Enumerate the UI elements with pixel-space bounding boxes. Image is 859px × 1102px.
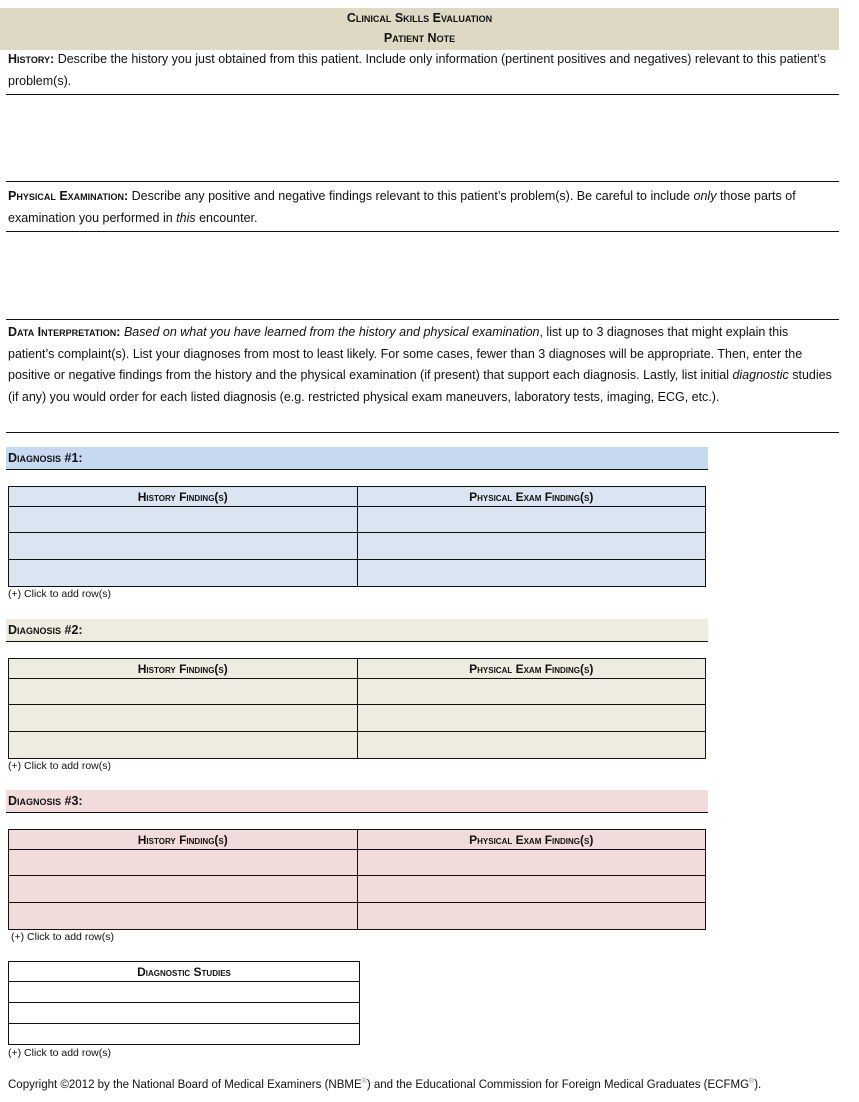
physical-exam-finding-cell[interactable]: [357, 533, 706, 560]
divider: [6, 181, 839, 182]
copyright-text: ).: [754, 1078, 762, 1091]
title-band: [0, 8, 839, 50]
table-row: [9, 1003, 360, 1024]
add-row-link[interactable]: (+) Click to add row(s): [11, 931, 114, 943]
diagnosis-3-label: Diagnosis #3:: [8, 794, 83, 808]
physical-exam-findings-header: Physical Exam Finding(s): [357, 659, 706, 679]
data-interpretation-text: studies (if any) you would order for each listed diagnosis (e.g. restricted physical exam maneuvers, laboratory tests, imaging, ECG, etc.).: [8, 368, 832, 404]
physical-exam-finding-cell[interactable]: [357, 903, 706, 930]
table-row: [9, 982, 360, 1003]
diagnosis-1-field[interactable]: [6, 447, 708, 470]
divider: [6, 432, 839, 433]
history-findings-header: History Finding(s): [9, 830, 358, 850]
history-findings-header: History Finding(s): [9, 659, 358, 679]
history-instructions-text: Describe the history you just obtained from this patient. Include only information (pertinent positives and negatives) relevant to this patient’s problem(s).: [8, 52, 826, 88]
physical-exam-text: Describe any positive and negative findings relevant to this patient’s problem(s). Be careful to include: [131, 189, 694, 203]
history-instructions: History: Describe the history you just obtained from this patient. Include only information (pertinent positives and negatives) relevant to this patient’s problem(s).: [8, 52, 826, 88]
physical-exam-findings-header: Physical Exam Finding(s): [357, 487, 706, 507]
diagnostic-studies-header: Diagnostic Studies: [9, 962, 360, 982]
diagnostic-study-cell[interactable]: [9, 1024, 360, 1045]
form-title: Clinical Skills Evaluation: [346, 11, 493, 25]
physical-exam-emphasis: this: [176, 210, 196, 225]
physical-exam-input[interactable]: [6, 233, 839, 318]
add-row-link[interactable]: (+) Click to add row(s): [8, 1047, 111, 1059]
table-row: [9, 533, 706, 560]
physical-exam-emphasis: only: [693, 189, 717, 203]
diagnostic-study-cell[interactable]: [9, 982, 360, 1003]
table-row: [9, 850, 706, 876]
registered-mark: ®: [361, 1078, 367, 1085]
divider: [6, 319, 839, 320]
history-input[interactable]: [6, 96, 839, 180]
add-row-link[interactable]: (+) Click to add row(s): [8, 760, 111, 772]
table-row: [9, 560, 706, 587]
physical-exam-finding-cell[interactable]: [357, 876, 706, 903]
table-row: [9, 732, 706, 759]
history-finding-cell[interactable]: [9, 876, 358, 903]
physical-exam-text: encounter.: [195, 210, 258, 225]
table-row: [9, 1024, 360, 1045]
divider: [6, 94, 839, 95]
copyright-text: ) and the Educational Commission for Foreign Medical Graduates (ECFMG: [366, 1078, 750, 1091]
history-finding-cell[interactable]: [9, 705, 358, 732]
table-row: [9, 903, 706, 930]
diagnosis-3-field[interactable]: [6, 790, 708, 813]
copyright-text: Copyright ©2012 by the National Board of Medical Examiners (NBME: [8, 1078, 362, 1091]
copyright-footer: [8, 1078, 761, 1091]
physical-exam-finding-cell[interactable]: [357, 705, 706, 732]
diagnosis-2-field[interactable]: [6, 619, 708, 642]
data-interpretation-emphasis: Based on what you have learned from the history and physical examination: [123, 325, 540, 339]
data-interpretation-emphasis: diagnostic: [732, 368, 789, 382]
table-row: [9, 705, 706, 732]
history-findings-header: History Finding(s): [9, 487, 358, 507]
physical-exam-finding-cell[interactable]: [357, 560, 706, 587]
history-label: History: [8, 52, 51, 66]
physical-exam-findings-header: Physical Exam Finding(s): [357, 830, 706, 850]
table-row: [9, 679, 706, 705]
physical-exam-text: those parts of examination you performed in: [8, 189, 796, 225]
physical-exam-instructions: Physical Examination: Describe any positive and negative findings relevant to this patient’s problem(s). Be careful to include only those parts of examination you performed in this encounter.: [8, 189, 796, 225]
form-subtitle: Patient Note: [383, 31, 456, 45]
diagnosis-1-findings-table: [8, 486, 706, 587]
table-row: [9, 507, 706, 533]
data-interpretation-instructions: [8, 322, 834, 408]
history-finding-cell[interactable]: [9, 903, 358, 930]
diagnosis-3-findings-table: [8, 829, 706, 930]
history-finding-cell[interactable]: [9, 560, 358, 587]
registered-mark: ®: [749, 1078, 755, 1085]
physical-exam-label: Physical Examination: [8, 189, 124, 203]
physical-exam-finding-cell[interactable]: [357, 732, 706, 759]
history-finding-cell[interactable]: [9, 732, 358, 759]
physical-exam-finding-cell[interactable]: [357, 850, 706, 876]
data-interpretation-text: , list up to 3 diagnoses that might explain this patient’s complaint(s). List your diagnoses from most to least likely. For some cases, fewer than 3 diagnoses will be appropriate. Then, enter the positive or negative findings from the history and the physical examination (if present) that support each diagnosis. Lastly, list initial: [8, 325, 803, 382]
physical-exam-finding-cell[interactable]: [357, 507, 706, 533]
data-interpretation-label: Data Interpretation:: [8, 325, 121, 339]
history-finding-cell[interactable]: [9, 679, 358, 705]
diagnostic-study-cell[interactable]: [9, 1003, 360, 1024]
diagnosis-1-label: Diagnosis #1:: [8, 451, 83, 465]
diagnostic-studies-table: [8, 961, 360, 1045]
table-row: [9, 876, 706, 903]
history-finding-cell[interactable]: [9, 507, 358, 533]
add-row-link[interactable]: (+) Click to add row(s): [8, 588, 111, 600]
diagnosis-2-findings-table: [8, 658, 706, 759]
physical-exam-finding-cell[interactable]: [357, 679, 706, 705]
diagnosis-2-label: Diagnosis #2:: [8, 623, 83, 637]
history-finding-cell[interactable]: [9, 850, 358, 876]
history-finding-cell[interactable]: [9, 533, 358, 560]
divider: [6, 231, 839, 232]
